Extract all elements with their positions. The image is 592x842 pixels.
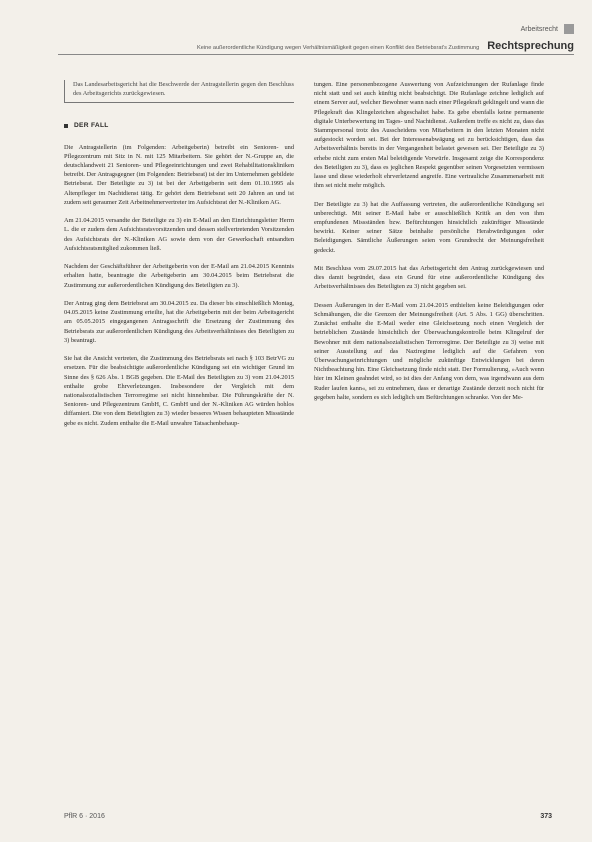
- paragraph: Sie hat die Ansicht vertreten, die Zustimmung des Betriebsrats sei nach § 103 BetrVG zu ersetzen. Für die beabsichtigte außerordentliche Kündigung sei ein wichtiger Grund im Sinne des § 626 Abs. 1 BGB gegeben. Die E-Mail des Beteiligten zu 3) vom 21.04.2015 enthalte grobe Ehrverletzungen. Insbesondere der Vergleich mit dem nationalsozialistischen Terrorregime sei nicht hinnehmbar. Die Führungskräfte der N. Senioren- und Pflegezentrum GmbH, C. GmbH und der N.-Kliniken AG würden hohlos diffamiert. Die von dem Beteiligten zu 3) wieder besseres Wissen behaupteten Missstände gebe es nicht. Zudem enthalte die E-Mail unwahre Tatsachenbehaup-: [64, 355, 294, 427]
- section-heading-text: DER FALL: [74, 122, 109, 130]
- decision-summary: Das Landesarbeitsgericht hat die Beschwerde der Antragstellerin gegen den Beschluss des Arbeitsgerichts zurückgewiesen.: [73, 81, 294, 98]
- journal-citation: PflR 6 · 2016: [64, 813, 105, 820]
- paragraph: tungen. Eine personenbezogene Auswertung von Aufzeichnungen der Rufanlage finde nicht statt und sei auch künftig nicht beabsichtigt. Die Rufanlage zeichne lediglich auf einem Server auf, welcher Bewohner wann nach einer Pflegekraft geklingelt und wann die Pflegekraft das Klingelzeichen abgeschaltet habe. Es gebe ebenfalls keine permanente digitale Unterbewertung im Tages- und Nachtdienst. Außerdem treffe es nicht zu, dass das Stammpersonal trotz des Ausscheidens von Mitarbeitern in den letzten Monaten nicht aufgestockt worden sei. Bei der Interessenabwägung sei zu berücksichtigen, dass das Arbeitsverhältnis bereits in der Vergangenheit belastet gewesen sei. Der Beteiligte zu 3) erhebe nicht zum ersten Mal beleidigende Vorwürfe. Insgesamt zeige die Korrespondenz des Beteiligten zu 3), dass es jeglichen Respekt gegenüber seinen Vorgesetzten vermissen lasse und diese wiederholt ehrverletzend angreife. Eine vertrauliche Zusammenarbeit mit ihm sei nicht mehr möglich.: [314, 81, 544, 190]
- section-heading: [64, 121, 294, 130]
- header-rule: [58, 54, 574, 55]
- running-header: [130, 40, 574, 52]
- running-header-title: Rechtsprechung: [487, 40, 574, 52]
- paragraph: Mit Beschluss vom 29.07.2015 hat das Arbeitsgericht den Antrag zurückgewiesen und dies damit begründet, dass ein Grund für eine außerordentliche Kündigung des Arbeitsverhältnisses des Beteiligten zu 3) nicht gegeben sei.: [314, 265, 544, 291]
- paragraph: Der Beteiligte zu 3) hat die Auffassung vertreten, die außerordentliche Kündigung sei unberechtigt. Mit seiner E-Mail habe er ausschließlich Kritik an den von ihm empfundenen Missständen bzw. Befürchtungen hinsichtlich zukünftiger Missstände bewirkt. Keiner seiner Sätze beinhalte persönliche Herabwürdigungen oder Beleidigungen. Sämtliche Äußerungen seien vom Grundrecht der Meinungsfreiheit gedeckt.: [314, 200, 544, 254]
- paragraph: Nachdem der Geschäftsführer der Arbeitgeberin von der E-Mail am 21.04.2015 Kenntnis erhalten hatte, beantragte die Arbeitgeberin am 30.04.2015 beim Betriebsrat die Zustimmung zur außerordentlichen Kündigung des Beteiligten zu 3).: [64, 263, 294, 289]
- section-label: [521, 24, 574, 34]
- section-marker: [564, 24, 574, 34]
- paragraph: Die Antragstellerin (im Folgenden: Arbeitgeberin) betreibt ein Senioren- und Pflegezentrum mit Sitz in N. mit 125 Mitarbeitern. Sie gehört der N.-Gruppe an, die deutschlandweit 21 Senioren- und Pflegeeinrichtungen und zwei Rehabilitationskliniken betreibt. Der Antragsgegner (im Folgenden: Betriebsrat) ist der im Unternehmen gebildete Betriebsrat. Der Beteiligte zu 3) ist bei der Arbeitgeberin seit dem 01.10.1995 als Altenpfleger im Nachtdienst tätig. Er gehört dem Betriebsrat seit 20 Jahren an und ist zudem seit geraumer Zeit Arbeitnehmervertreter im Aufsichtsrat der N.-Kliniken AG.: [64, 143, 294, 206]
- left-column: [64, 80, 294, 437]
- paragraph: Am 21.04.2015 versandte der Beteiligte zu 3) ein E-Mail an den Einrichtungsleiter Herrn L. die er zudem dem Aufsichtsratsvorsitzenden und dessen stellvertretenden Vorsitzenden des Aufsichtsrats der N.-Kliniken AG sowie dem von der Gewerkschaft entsandten Aufsichtsratsmitglied zukommen ließ.: [64, 217, 294, 252]
- running-header-subtitle: Keine außerordentliche Kündigung wegen Verhältnismäßigkeit gegen einen Konflikt des Betriebsrat's Zustimmung: [197, 45, 480, 51]
- paragraph: Der Antrag ging dem Betriebsrat am 30.04.2015 zu. Da dieser bis einschließlich Montag, 04.05.2015 keine Zustimmung erteilte, hat die Arbeitgeberin mit der beim Arbeitsgericht am 05.05.2015 eingegangenen Antragsschrift die Ersetzung der Zustimmung des Betriebsrats zur außerordentlichen Kündigung des Arbeitsverhältnisses des Beteiligten zu 3) beantragt.: [64, 300, 294, 344]
- section-label-text: Arbeitsrecht: [520, 25, 558, 33]
- heading-bullet-icon: [64, 124, 68, 128]
- page-number: 373: [540, 813, 552, 820]
- decision-summary-box: [64, 80, 294, 103]
- paragraph: Dessen Äußerungen in der E-Mail vom 21.04.2015 enthielten keine Beleidigungen oder Schmähungen, die die Grenzen der Meinungsfreiheit (Art. 5 Abs. 1 GG) überschritten. Zunächst enthalte die E-Mail weder eine Gleichsetzung noch einen Vergleich der betrieblichen Zustände hinsichtlich der Überwachungskontrolle beim Klingelruf der Bewohner mit dem nationalsozialistischen Terrorregime. Der Beteiligte zu 3) weise mit seiner Ausstellung auf das Naziregime lediglich auf die Gefahren von Überwachungseinrichtungen und mögliche zukünftige Entwicklungen bei deren Nichtbeachtung hin. Eine Gleichsetzung finde nicht statt. Der Formulierung, »Auch wenn hier im Kleinen geahndet wird, so ist dies der Anfang von dem, was irgendwann aus dem Ruder laufen kann«, sei zu entnehmen, dass er derartige Zustände derzeit noch nicht für gegeben halte, sondern es sich lediglich um Befürchtungen schranke. Von der Me-: [314, 301, 544, 401]
- right-column: [314, 80, 544, 411]
